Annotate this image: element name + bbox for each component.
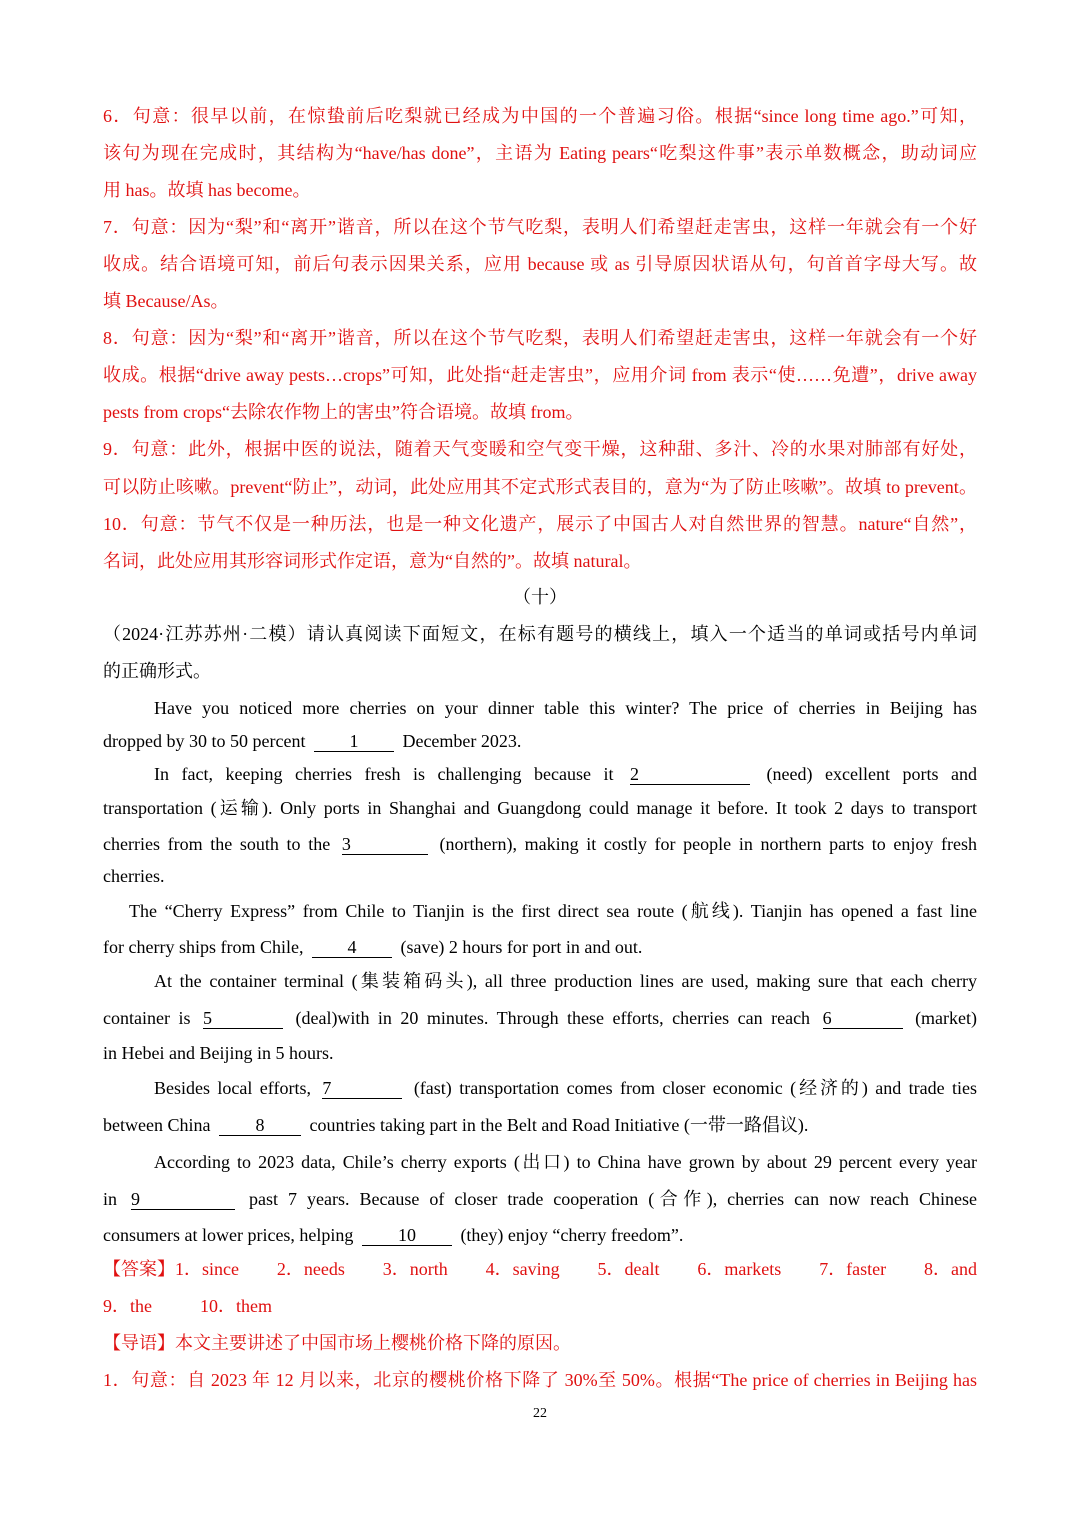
answer-item: 5．dealt bbox=[597, 1259, 660, 1279]
blank-4: 4 bbox=[312, 937, 392, 958]
passage-line bbox=[103, 1113, 977, 1137]
section-title: （十） bbox=[513, 587, 567, 607]
explanation-line: 6．句意：很早以前，在惊蛰前后吃梨就已经成为中国的一个普遍习俗。根据“since long time ago.”可知， bbox=[103, 106, 977, 126]
answer-item: 3．north bbox=[382, 1259, 448, 1279]
explanation-line: 名词，此处应用其形容词形式作定语，意为“自然的”。故填 natural。 bbox=[103, 551, 642, 571]
answer-item: 6．markets bbox=[697, 1259, 782, 1279]
passage-text: (fast) transportation comes from closer economic (经济的) and trade ties bbox=[413, 1078, 977, 1098]
passage-text: for cherry ships from Chile, bbox=[103, 937, 304, 957]
passage-line: At the container terminal (集装箱码头), all three production lines are used, making sure that each cherry bbox=[154, 971, 977, 991]
explanation-line: pests from crops“去除农作物上的害虫”符合语境。故填 from。 bbox=[103, 402, 584, 422]
blank-3: 3 bbox=[342, 834, 428, 855]
passage-text: In fact, keeping cherries fresh is challenging because it bbox=[154, 764, 614, 784]
blank-1: 1 bbox=[314, 731, 394, 752]
passage-text: in bbox=[103, 1189, 118, 1209]
guide-label: 【导语】 bbox=[103, 1333, 175, 1353]
passage-line: According to 2023 data, Chile’s cherry exports (出口) to China have grown by about 29 percent every year bbox=[154, 1152, 977, 1172]
explanation-line: 8．句意：因为“梨”和“离开”谐音，所以在这个节气吃梨，表明人们希望赶走害虫，这样一年就会有一个好 bbox=[103, 328, 977, 348]
passage-text: past 7 years. Because of closer trade cooperation (合作), cherries can now reach Chinese bbox=[249, 1189, 977, 1209]
answer-item: 8．and bbox=[924, 1259, 977, 1279]
blank-9: 9 bbox=[131, 1189, 235, 1210]
passage-text: (northern), making it costly for people in northern parts to enjoy fresh bbox=[439, 834, 977, 854]
answer-label: 【答案】 bbox=[103, 1259, 175, 1279]
explanation-line: 可以防止咳嗽。prevent“防止”，动词，此处应用其不定式形式表目的，意为“为了防止咳嗽”。故填 to prevent。 bbox=[103, 477, 977, 497]
answer-line bbox=[103, 1294, 977, 1318]
answer-line bbox=[103, 1257, 977, 1281]
passage-text: (need) excellent ports and bbox=[766, 764, 977, 784]
passage-text: dropped by 30 to 50 percent bbox=[103, 731, 306, 751]
passage-line bbox=[103, 1223, 977, 1247]
answer-item: 2．needs bbox=[276, 1259, 345, 1279]
passage-line bbox=[103, 832, 977, 856]
explanation-line: 7．句意：因为“梨”和“离开”谐音，所以在这个节气吃梨，表明人们希望赶走害虫，这样一年就会有一个好 bbox=[103, 217, 977, 237]
passage-text: container is bbox=[103, 1008, 191, 1028]
blank-10: 10 bbox=[362, 1225, 452, 1246]
page-number: 22 bbox=[533, 1406, 547, 1421]
passage-line: The “Cherry Express” from Chile to Tianjin is the first direct sea route (航线). Tianjin has opened a fast line bbox=[129, 901, 977, 921]
passage-text: cherries from the south to the bbox=[103, 834, 331, 854]
answer-item: 4．saving bbox=[485, 1259, 560, 1279]
passage-text: consumers at lower prices, helping bbox=[103, 1225, 354, 1245]
passage-text: (market) bbox=[915, 1008, 977, 1028]
blank-7: 7 bbox=[322, 1078, 402, 1099]
guide-text: 本文主要讲述了中国市场上樱桃价格下降的原因。 bbox=[175, 1333, 571, 1353]
passage-line bbox=[103, 935, 977, 959]
passage-text: December 2023. bbox=[402, 731, 522, 751]
explanation-line: 收成。根据“drive away pests…crops”可知，此处指“赶走害虫”，应用介词 from 表示“使……免遭”，drive away bbox=[103, 365, 977, 385]
explanation-line: 9．句意：此外，根据中医的说法，随着天气变暖和空气变干燥，这种甜、多汁、冷的水果对肺部有好处， bbox=[103, 439, 977, 459]
explanation-line: 用 has。故填 has become。 bbox=[103, 180, 311, 200]
instruction-line: （2024·江苏苏州·二模）请认真阅读下面短文，在标有题号的横线上，填入一个适当的单词或括号内单词 bbox=[103, 624, 977, 644]
passage-text: (they) enjoy “cherry freedom”. bbox=[460, 1225, 684, 1245]
passage-line: in Hebei and Beijing in 5 hours. bbox=[103, 1043, 334, 1063]
passage-line bbox=[154, 762, 977, 786]
guide-line bbox=[103, 1331, 977, 1355]
passage-line: cherries. bbox=[103, 866, 165, 886]
explanation-line: 1．句意：自 2023 年 12 月以来，北京的樱桃价格下降了 30%至 50%。根据“The price of cherries in Beijing has bbox=[103, 1370, 977, 1390]
passage-line bbox=[103, 1187, 977, 1211]
passage-text: Besides local efforts, bbox=[154, 1078, 311, 1098]
passage-line bbox=[103, 1006, 977, 1030]
answer-item: 10．them bbox=[200, 1296, 272, 1316]
answer-item: 7．faster bbox=[819, 1259, 887, 1279]
explanation-line: 填 Because/As。 bbox=[103, 291, 229, 311]
blank-5: 5 bbox=[203, 1008, 283, 1029]
passage-text: countries taking part in the Belt and Road Initiative (一带一路倡议). bbox=[309, 1115, 809, 1135]
passage-line: Have you noticed more cherries on your dinner table this winter? The price of cherries in Beijing has bbox=[154, 698, 977, 718]
passage-text: (deal)with in 20 minutes. Through these efforts, cherries can reach bbox=[295, 1008, 811, 1028]
blank-8: 8 bbox=[219, 1115, 301, 1136]
instruction-line: 的正确形式。 bbox=[103, 661, 211, 681]
passage-text: (save) 2 hours for port in and out. bbox=[400, 937, 643, 957]
passage-line: transportation (运输). Only ports in Shanghai and Guangdong could manage it before. It took 2 days to transport bbox=[103, 798, 977, 818]
answer-item: 9．the bbox=[103, 1296, 152, 1316]
answer-item: 1．since bbox=[175, 1259, 239, 1279]
blank-2: 2 bbox=[630, 764, 750, 785]
passage-text: between China bbox=[103, 1115, 211, 1135]
blank-6: 6 bbox=[823, 1008, 903, 1029]
explanation-line: 10．句意：节气不仅是一种历法，也是一种文化遗产，展示了中国古人对自然世界的智慧。nature“自然”， bbox=[103, 514, 977, 534]
passage-line bbox=[103, 729, 977, 753]
passage-line bbox=[154, 1076, 977, 1100]
explanation-line: 收成。结合语境可知，前后句表示因果关系，应用 because 或 as 引导原因状语从句，句首首字母大写。故 bbox=[103, 254, 977, 274]
explanation-line: 该句为现在完成时，其结构为“have/has done”，主语为 Eating pears“吃梨这件事”表示单数概念，助动词应 bbox=[103, 143, 977, 163]
